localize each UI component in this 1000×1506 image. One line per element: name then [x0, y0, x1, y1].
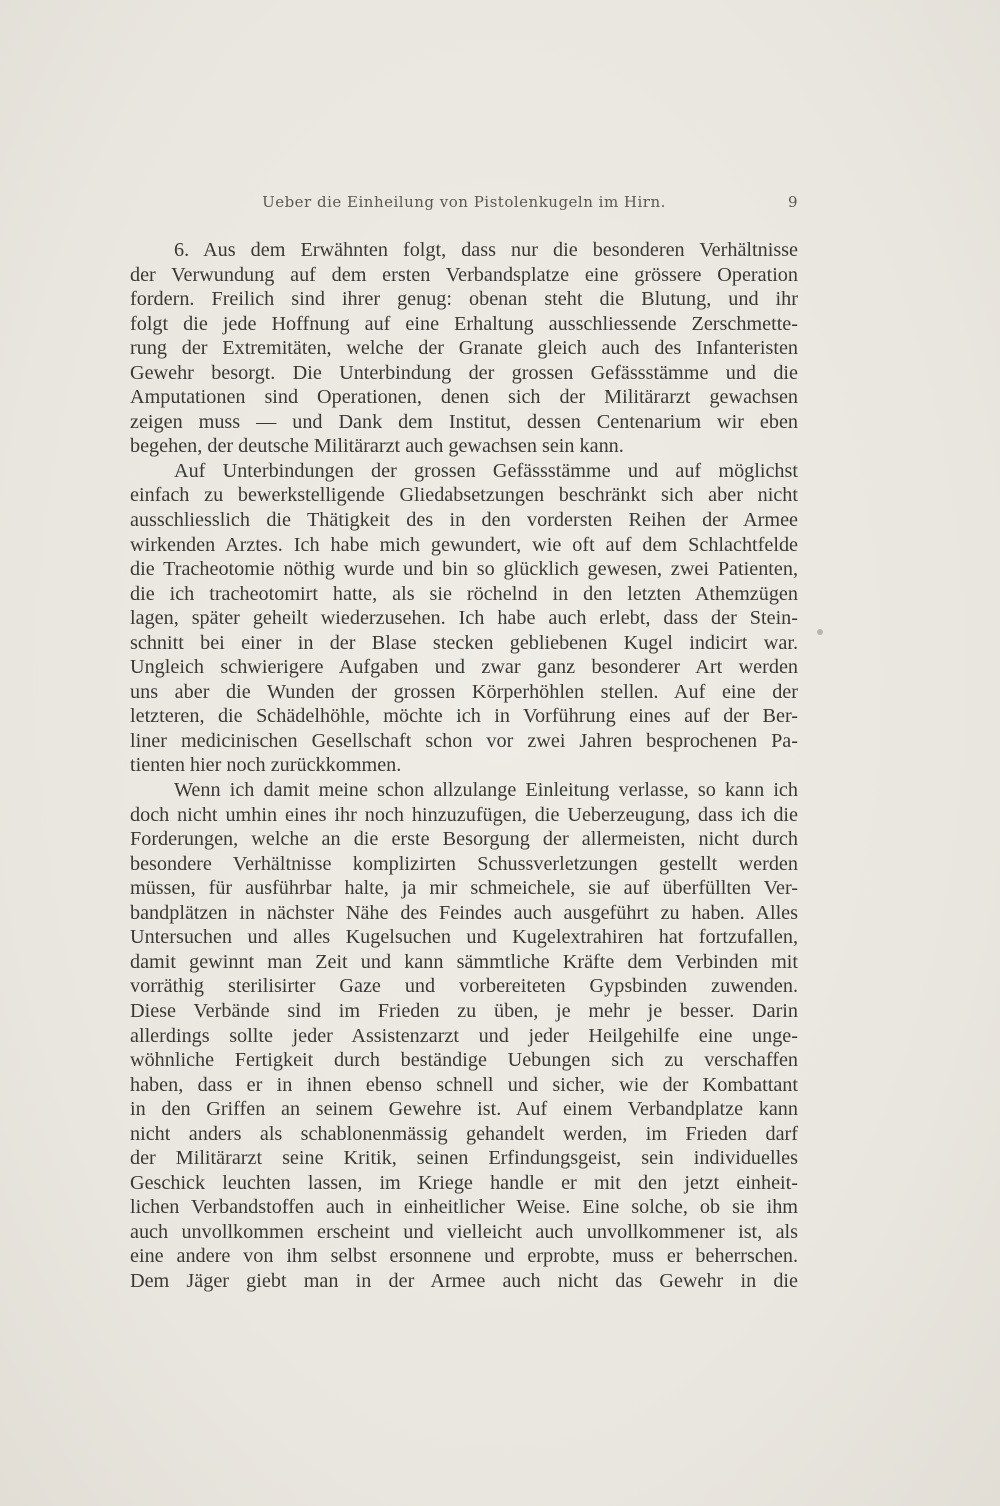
text-line: auch unvollkommen erscheint und vielleicht auch unvollkommener ist, als	[130, 1220, 798, 1243]
text-line: folgt die jede Hoffnung auf eine Erhaltung ausschliessende Zerschmette-	[130, 312, 798, 335]
text-line: wöhnliche Fertigkeit durch beständige Uebungen sich zu verschaffen	[130, 1049, 798, 1072]
text-line: damit gewinnt man Zeit und kann sämmtliche Kräfte dem Verbinden mit	[130, 950, 798, 973]
text-line: fordern. Freilich sind ihrer genug: obenan steht die Blutung, und ihr	[130, 288, 798, 311]
text-line: schnitt bei einer in der Blase stecken gebliebenen Kugel indicirt war.	[130, 631, 798, 654]
text-line: die ich tracheotomirt hatte, als sie röchelnd in den letzten Athemzügen	[130, 582, 798, 605]
text-line: eine andere von ihm selbst ersonnene und erprobte, muss er beherrschen.	[130, 1245, 798, 1268]
text-line: zeigen muss — und Dank dem Institut, dessen Centenarium wir eben	[130, 410, 798, 433]
text-line: der Militärarzt seine Kritik, seinen Erfindungsgeist, sein individuelles	[130, 1147, 798, 1170]
text-line: Dem Jäger giebt man in der Armee auch nicht das Gewehr in die	[130, 1269, 798, 1292]
text-line: Diese Verbände sind im Frieden zu üben, je mehr je besser. Darin	[130, 999, 798, 1022]
text-line: doch nicht umhin eines ihr noch hinzuzufügen, die Ueberzeugung, dass ich die	[130, 803, 798, 826]
text-line: Gewehr besorgt. Die Unterbindung der grossen Gefässstämme und die	[130, 361, 798, 384]
text-line: wirkenden Arztes. Ich habe mich gewundert, wie oft auf dem Schlachtfelde	[130, 533, 798, 556]
text-line: einfach zu bewerkstelligende Gliedabsetzungen beschränkt sich aber nicht	[130, 484, 798, 507]
text-line: ausschliesslich die Thätigkeit des in den vordersten Reihen der Armee	[130, 509, 798, 532]
text-line: 6. Aus dem Erwähnten folgt, dass nur die besonderen Verhältnisse	[174, 239, 798, 261]
text-line: liner medicinischen Gesellschaft schon vor zwei Jahren besprochenen Pa-	[130, 729, 798, 752]
text-line: begehen, der deutsche Militärarzt auch gewachsen sein kann.	[130, 435, 624, 458]
text-line: Amputationen sind Operationen, denen sich der Militärarzt gewachsen	[130, 386, 798, 409]
text-line: Untersuchen und alles Kugelsuchen und Kugelextrahiren hat fortzufallen,	[130, 926, 798, 949]
body-text	[130, 238, 798, 1294]
text-line: müssen, für ausführbar halte, ja mir schmeichele, sie auf überfüllten Ver-	[130, 877, 798, 900]
text-line: letzteren, die Schädelhöhle, möchte ich in Vorführung eines auf der Ber-	[130, 705, 798, 728]
text-line: vorräthig sterilisirter Gaze und vorbereiteten Gypsbinden zuwenden.	[130, 975, 798, 998]
text-line: lagen, später geheilt wiederzusehen. Ich habe auch erlebt, dass der Stein-	[130, 607, 798, 630]
text-line: besondere Verhältnisse komplizirten Schussverletzungen gestellt werden	[130, 852, 798, 875]
text-line: Auf Unterbindungen der grossen Gefässstämme und auf möglichst	[174, 459, 798, 482]
text-line: die Tracheotomie nöthig wurde und bin so glücklich gewesen, zwei Patienten,	[130, 558, 798, 581]
text-line: allerdings sollte jeder Assistenzarzt und jeder Heilgehilfe eine unge-	[130, 1024, 798, 1047]
text-line: Forderungen, welche an die erste Besorgung der allermeisten, nicht durch	[130, 828, 798, 851]
text-line: Wenn ich damit meine schon allzulange Einleitung verlasse, so kann ich	[174, 779, 798, 802]
paper-speck	[817, 629, 823, 635]
text-line: haben, dass er in ihnen ebenso schnell und sicher, wie der Kombattant	[130, 1073, 798, 1096]
text-line: Ungleich schwierigere Aufgaben und zwar ganz besonderer Art werden	[130, 656, 798, 679]
text-line: tienten hier noch zurückkommen.	[130, 754, 402, 777]
text-line: lichen Verbandstoffen auch in einheitlicher Weise. Eine solche, ob sie ihm	[130, 1196, 798, 1219]
text-line: Geschick leuchten lassen, im Kriege handle er mit den jetzt einheit-	[130, 1171, 798, 1194]
text-line: uns aber die Wunden der grossen Körperhöhlen stellen. Auf eine der	[130, 680, 798, 703]
text-line: rung der Extremitäten, welche der Granate gleich auch des Infanteristen	[130, 337, 798, 360]
page-header	[130, 193, 798, 223]
text-line: der Verwundung auf dem ersten Verbandsplatze eine grössere Operation	[130, 263, 798, 286]
text-line: nicht anders als schablonenmässig gehandelt werden, im Frieden darf	[130, 1122, 798, 1145]
text-line: in den Griffen an seinem Gewehre ist. Auf einem Verbandplatze kann	[130, 1098, 798, 1121]
running-title: Ueber die Einheilung von Pistolenkugeln im Hirn.	[262, 193, 666, 211]
page-number: 9	[787, 193, 798, 211]
text-line: bandplätzen in nächster Nähe des Feindes auch ausgeführt zu haben. Alles	[130, 901, 798, 924]
